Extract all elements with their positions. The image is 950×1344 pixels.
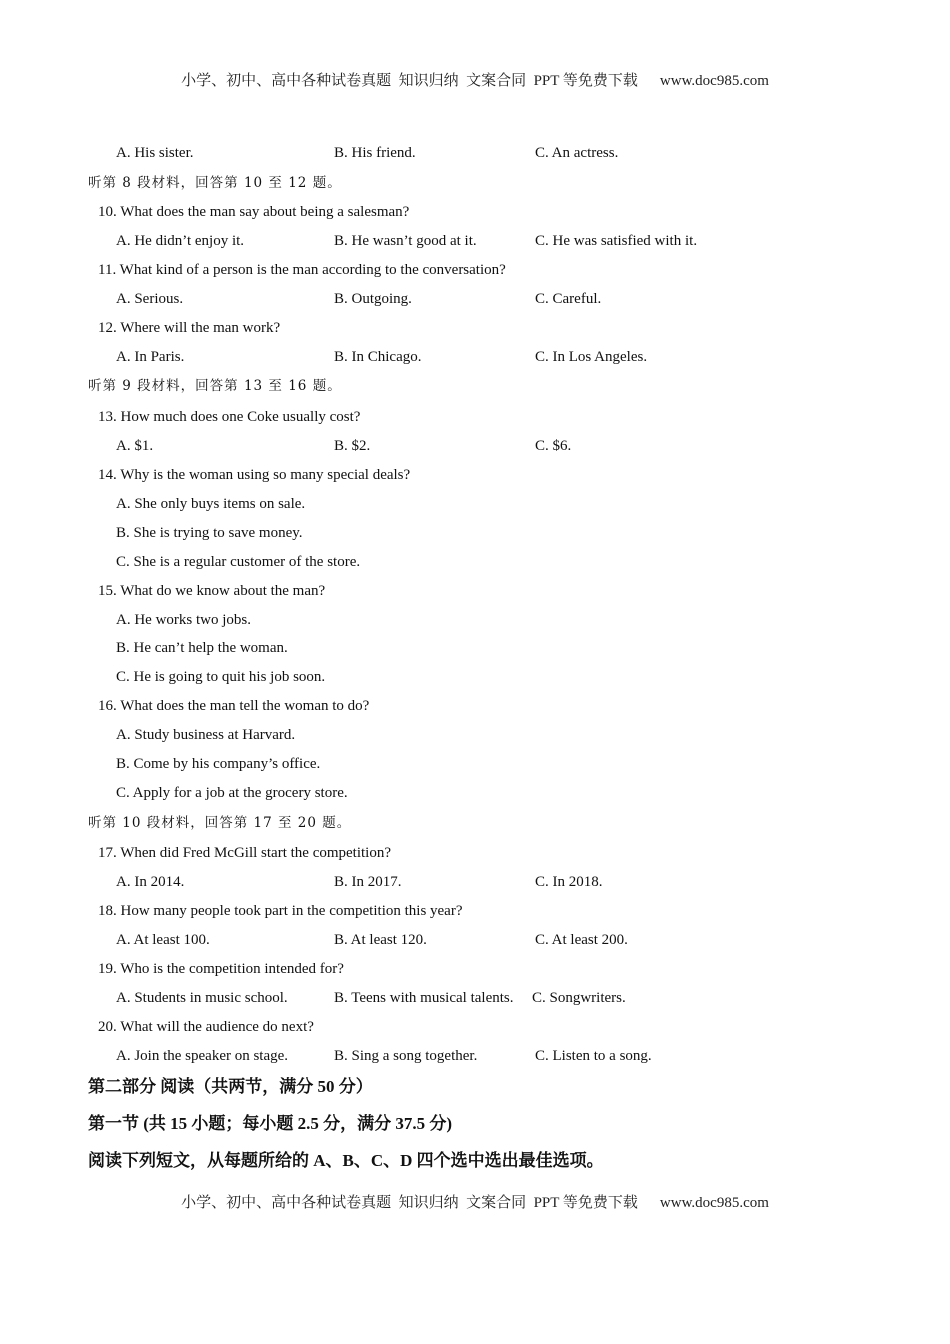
- q16-option-a: A. Study business at Harvard.: [116, 727, 296, 743]
- q10-option-b: B. He wasn’t good at it.: [334, 233, 477, 249]
- q10-option-a: A. He didn’t enjoy it.: [116, 233, 245, 249]
- q20-option-c: C. Listen to a song.: [535, 1048, 652, 1064]
- q14-option-c: C. She is a regular customer of the store.: [116, 554, 361, 570]
- q19-option-a: A. Students in music school.: [116, 990, 288, 1006]
- question-15: 15. What do we know about the man?: [98, 583, 326, 599]
- section-8-instruction: 听第 8 段材料，回答第 10 至 12 题。: [88, 175, 342, 191]
- question-11: 11. What kind of a person is the man according to the conversation?: [98, 262, 506, 278]
- question-10: 10. What does the man say about being a salesman?: [98, 204, 410, 220]
- q13-option-b: B. $2.: [334, 438, 371, 454]
- q11-option-a: A. Serious.: [116, 291, 184, 307]
- q12-option-b: B. In Chicago.: [334, 349, 422, 365]
- q15-option-b: B. He can’t help the woman.: [116, 640, 288, 656]
- part-2-title: 第二部分 阅读（共两节，满分 50 分）: [88, 1077, 373, 1096]
- part-2-section-1-title: 第一节 (共 15 小题；每小题 2.5 分，满分 37.5 分): [88, 1114, 453, 1133]
- page-footer: [0, 1191, 950, 1212]
- q16-option-b: B. Come by his company’s office.: [116, 756, 321, 772]
- q10-option-c: C. He was satisfied with it.: [535, 233, 698, 249]
- question-14: 14. Why is the woman using so many special deals?: [98, 467, 411, 483]
- q18-option-c: C. At least 200.: [535, 932, 628, 948]
- part-2-instruction: 阅读下列短文，从每题所给的 A、B、C、D 四个选中选出最佳选项。: [88, 1151, 604, 1170]
- q13-option-a: A. $1.: [116, 438, 154, 454]
- question-18: 18. How many people took part in the competition this year?: [98, 903, 463, 919]
- footer-url: www.doc985.com: [659, 1195, 769, 1211]
- question-17: 17. When did Fred McGill start the competition?: [98, 845, 391, 861]
- section-9-instruction: 听第 9 段材料，回答第 13 至 16 题。: [88, 378, 342, 394]
- header-text: 小学、初中、高中各种试卷真题 知识归纳 文案合同 PPT 等免费下载: [181, 73, 638, 89]
- q15-option-a: A. He works two jobs.: [116, 612, 251, 628]
- q9-option-c: C. An actress.: [535, 145, 619, 161]
- q19-option-c: C. Songwriters.: [532, 990, 626, 1006]
- q9-option-b: B. His friend.: [334, 145, 416, 161]
- question-20: 20. What will the audience do next?: [98, 1019, 314, 1035]
- q18-option-b: B. At least 120.: [334, 932, 427, 948]
- question-16: 16. What does the man tell the woman to do?: [98, 698, 370, 714]
- header-url: www.doc985.com: [659, 73, 769, 89]
- question-19: 19. Who is the competition intended for?: [98, 961, 344, 977]
- footer-text: 小学、初中、高中各种试卷真题 知识归纳 文案合同 PPT 等免费下载: [181, 1195, 638, 1211]
- q9-option-a: A. His sister.: [116, 145, 194, 161]
- question-13: 13. How much does one Coke usually cost?: [98, 409, 361, 425]
- q14-option-b: B. She is trying to save money.: [116, 525, 303, 541]
- q15-option-c: C. He is going to quit his job soon.: [116, 669, 326, 685]
- q19-option-b: B. Teens with musical talents.: [334, 990, 514, 1006]
- q13-option-c: C. $6.: [535, 438, 572, 454]
- q20-option-b: B. Sing a song together.: [334, 1048, 478, 1064]
- q14-option-a: A. She only buys items on sale.: [116, 496, 306, 512]
- q17-option-a: A. In 2014.: [116, 874, 185, 890]
- q16-option-c: C. Apply for a job at the grocery store.: [116, 785, 348, 801]
- q17-option-b: B. In 2017.: [334, 874, 402, 890]
- q12-option-a: A. In Paris.: [116, 349, 185, 365]
- q18-option-a: A. At least 100.: [116, 932, 210, 948]
- question-12: 12. Where will the man work?: [98, 320, 281, 336]
- q11-option-c: C. Careful.: [535, 291, 602, 307]
- section-10-instruction: 听第 10 段材料，回答第 17 至 20 题。: [88, 815, 352, 831]
- q11-option-b: B. Outgoing.: [334, 291, 412, 307]
- page-header: [0, 69, 950, 90]
- q17-option-c: C. In 2018.: [535, 874, 603, 890]
- q12-option-c: C. In Los Angeles.: [535, 349, 648, 365]
- q20-option-a: A. Join the speaker on stage.: [116, 1048, 289, 1064]
